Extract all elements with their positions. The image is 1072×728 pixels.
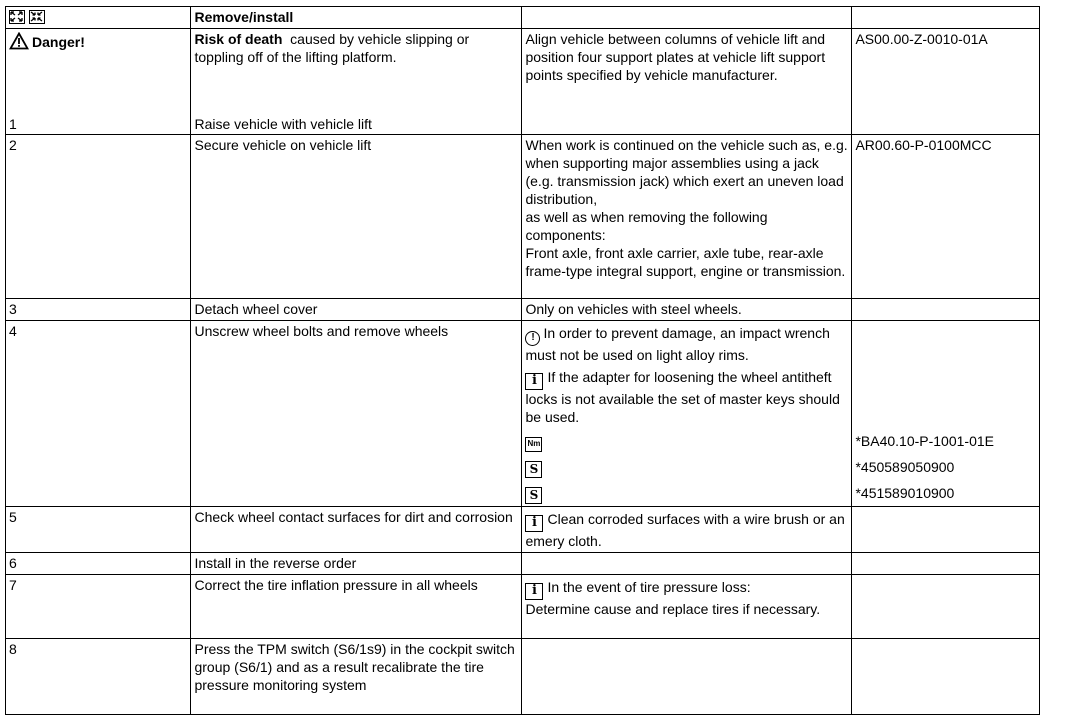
step-row-1 xyxy=(6,29,1040,135)
note-4 xyxy=(522,321,852,507)
step-number-2: 2 xyxy=(6,135,191,299)
torque-nm-icon[interactable]: Nm xyxy=(525,437,542,452)
header-icons-cell xyxy=(6,7,191,29)
header-row xyxy=(6,7,1040,29)
step-number-8: 8 xyxy=(6,639,191,715)
note-3: Only on vehicles with steel wheels. xyxy=(522,299,852,321)
step-text-1: Raise vehicle with vehicle lift xyxy=(194,116,372,132)
header-empty-ref xyxy=(852,7,1040,29)
ref-5 xyxy=(852,507,1040,553)
header-empty-note xyxy=(522,7,852,29)
step-row-6 xyxy=(6,553,1040,575)
step-number-3: 3 xyxy=(6,299,191,321)
ref-3 xyxy=(852,299,1040,321)
danger-step-cell xyxy=(191,29,522,135)
note-2-line-2: as well as when removing the following components: xyxy=(525,209,768,243)
caution-note xyxy=(525,324,848,364)
ref-6 xyxy=(852,553,1040,575)
step-number-4: 4 xyxy=(6,321,191,507)
step-number-1: 1 xyxy=(9,116,17,132)
expand-arrows-icon[interactable] xyxy=(9,10,25,24)
step-text-5: Check wheel contact surfaces for dirt and corrosion xyxy=(191,507,522,553)
info-text-4: If the adapter for loosening the wheel antitheft locks is not available the set of master keys should be used. xyxy=(525,369,840,425)
note-1: Align vehicle between columns of vehicle lift and position four support plates at vehicle lift support points specified by vehicle manufacturer. xyxy=(522,29,852,135)
info-note-4 xyxy=(525,368,848,426)
step-row-5 xyxy=(6,507,1040,553)
step-text-3: Detach wheel cover xyxy=(191,299,522,321)
header-title: Remove/install xyxy=(191,7,522,29)
info-text-7: In the event of tire pressure loss: xyxy=(547,579,751,595)
step-number-5: 5 xyxy=(6,507,191,553)
collapse-arrows-icon[interactable] xyxy=(29,10,45,24)
ref-7 xyxy=(852,575,1040,639)
step-text-7: Correct the tire inflation pressure in all wheels xyxy=(191,575,522,639)
risk-text: caused by vehicle slipping or toppling off of the lifting platform. xyxy=(194,31,470,65)
note-6 xyxy=(522,553,852,575)
step-text-6: Install in the reverse order xyxy=(191,553,522,575)
info-box-icon: i xyxy=(525,583,543,600)
danger-label: Danger! xyxy=(32,34,85,50)
caution-text: In order to prevent damage, an impact wrench must not be used on light alloy rims. xyxy=(525,325,830,363)
special-tool-icon[interactable]: S xyxy=(525,487,542,504)
note-2 xyxy=(522,135,852,299)
caution-circle-icon: ! xyxy=(525,331,540,346)
step-text-2: Secure vehicle on vehicle lift xyxy=(191,135,522,299)
special-tool-icon[interactable]: S xyxy=(525,461,542,478)
tool-ref-1[interactable]: *450589050900 xyxy=(855,459,955,475)
procedure-table xyxy=(5,6,1040,715)
ref-1[interactable]: AS00.00-Z-0010-01A xyxy=(852,29,1040,135)
step-row-3 xyxy=(6,299,1040,321)
risk-bold-text: Risk of death xyxy=(194,31,283,47)
info-text-5: Clean corroded surfaces with a wire brush or an emery cloth. xyxy=(525,511,845,549)
ref-8 xyxy=(852,639,1040,715)
torque-row xyxy=(525,426,848,452)
step-number-6: 6 xyxy=(6,553,191,575)
step-number-7: 7 xyxy=(6,575,191,639)
step-row-4 xyxy=(6,321,1040,507)
step-row-7 xyxy=(6,575,1040,639)
tool-row-1 xyxy=(525,452,848,478)
info-box-icon: i xyxy=(525,373,543,390)
info-text-7b: Determine cause and replace tires if necessary. xyxy=(525,601,821,617)
step-row-8 xyxy=(6,639,1040,715)
note-7 xyxy=(522,575,852,639)
step-text-8: Press the TPM switch (S6/1s9) in the cockpit switch group (S6/1) and as a result recalibrate the tire pressure monitoring system xyxy=(191,639,522,715)
torque-ref[interactable]: *BA40.10-P-1001-01E xyxy=(855,433,994,449)
tool-ref-2[interactable]: *451589010900 xyxy=(855,485,955,501)
tool-row-2 xyxy=(525,478,848,504)
warning-triangle-icon xyxy=(9,32,29,50)
danger-cell xyxy=(6,29,191,135)
note-5 xyxy=(522,507,852,553)
step-row-2 xyxy=(6,135,1040,299)
note-2-line-1: When work is continued on the vehicle such as, e.g. when supporting major assemblies using a jack (e.g. transmission jack) which exert an uneven load distribution, xyxy=(525,137,848,207)
note-2-line-3: Front axle, front axle carrier, axle tube, rear-axle frame-type integral support, engine or transmission. xyxy=(525,245,846,279)
ref-2[interactable]: AR00.60-P-0100MCC xyxy=(852,135,1040,299)
ref-4 xyxy=(852,321,1040,507)
note-8 xyxy=(522,639,852,715)
info-box-icon: i xyxy=(525,515,543,532)
step-text-4: Unscrew wheel bolts and remove wheels xyxy=(191,321,522,507)
